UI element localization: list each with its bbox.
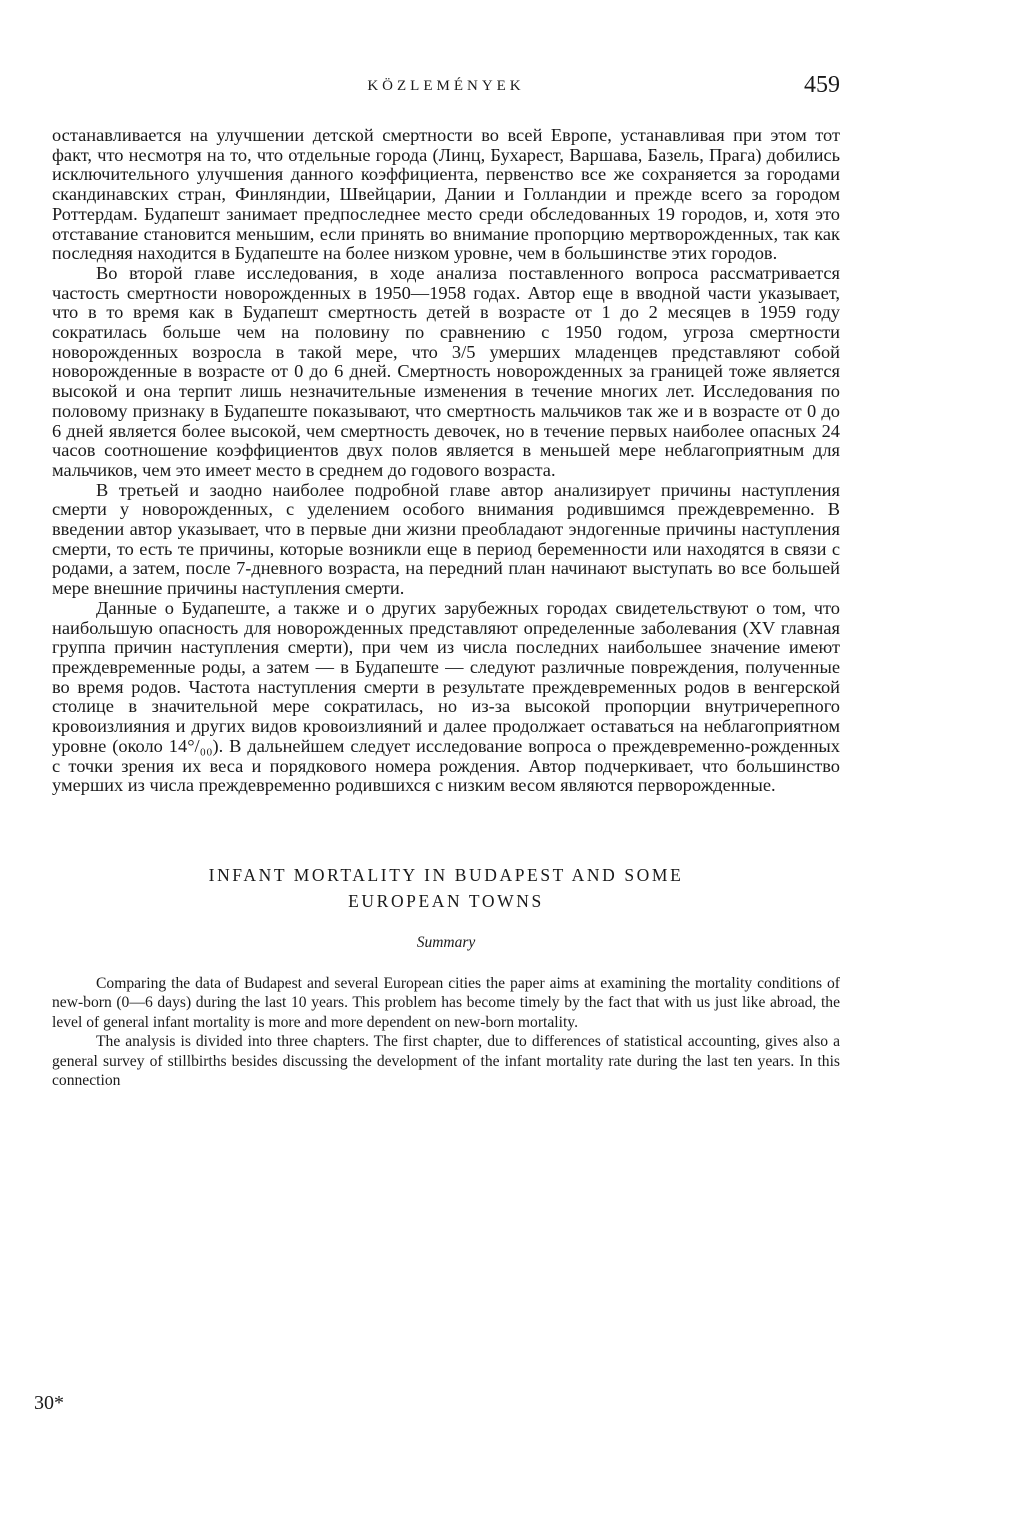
page-number: 459 xyxy=(804,72,840,98)
paragraph: В третьей и заодно наиболее подробной главе автор анализирует причины наступления смерти у новорожденных, с уделением особого внимания родившимся преждевременно. В введении автор указывает, что в первые дни жизни преобладают эндогенные причины наступления смерти, то есть те причины, которые возникли еще в период беременности или находятся в связи с родами, а затем, после 7-дневного возраста, на передний план начинают выступать во все большей мере внешние причины наступления смерти. xyxy=(52,479,840,599)
paragraph: Comparing the data of Budapest and several European cities the paper aims at examining the mortality conditions of new-born (0—6 days) during the last 10 years. This problem has become timely by the fact that with us just like abroad, the level of general infant mortality is more and more dependent on new-born mortality. xyxy=(52,974,840,1031)
summary-title-line: INFANT MORTALITY IN BUDAPEST AND SOME xyxy=(208,864,684,885)
paragraph: The analysis is divided into three chapters. The first chapter, due to differences of statistical accounting, gives also a general survey of stillbirths besides discussing the development of the infant mortality rate during the last ten years. In this connection xyxy=(52,1033,840,1090)
paragraph: Данные о Будапеште, а также и о других зарубежных городах свидетельствуют о том, что наибольшую опасность для новорожденных представляют определенные заболевания (XV главная группа причин наступления смерти), при чем из числа последних наибольшее значение имеют преждевременные роды, а затем — в Будапеште — следуют различные повреждения, полученные во время родов. Частота наступления смерти в результате преждевременных родов в венгерской столице в значительной мере сократилась, но из-за высокой пропорции внутричерепного кровоизлияния и других видов кровоизлияний и далее продолжает оставаться на неблагоприятном уровне (около 14°/₀₀). В дальнейшем следует исследование вопроса о преждевременно-рожденных с точки зрения их веса и порядкового номера рождения. Автор подчеркивает, что большинство умерших из числа преждевременно родившихся с низким весом являются перворожденные. xyxy=(52,597,840,796)
summary-title xyxy=(136,862,756,914)
paragraph: Во второй главе исследования, в ходе анализа поставленного вопроса рассматривается частость смертности новорожденных в 1950—1958 годах. Автор еще в вводной части указывает, что в то время как в Будапешт смертность детей в возрасте от 1 до 2 месяцев в 1959 году сократилась больше чем на половину по сравнению с 1950 годом, угроза смертности новорожденных возросла в такой мере, что 3/5 умерших младенцев представляют собой новорожденные в возрасте от 0 до 6 дней. Смертность новорожденных за границей тоже является высокой и она терпит лишь незначительные изменения в течение многих лет. Исследования по половому признаку в Будапеште показывают, что смертность мальчиков так же и в возрасте от 0 до 6 дней является более высокой, чем смертность девочек, но в течение первых наиболее опасных 24 часов соотношение коэффициентов двух полов является в меньшей мере неблагоприятным для мальчиков, чем это имеет место в среднем до годового возраста. xyxy=(52,262,840,480)
summary-text xyxy=(52,974,840,1091)
summary-section xyxy=(52,862,840,1091)
summary-heading: Summary xyxy=(416,933,476,951)
russian-text xyxy=(52,126,840,796)
signature-mark: 30* xyxy=(34,1392,64,1414)
summary-title-line: EUROPEAN TOWNS xyxy=(348,890,544,911)
page-header xyxy=(52,72,840,108)
page xyxy=(52,72,840,1091)
running-head: KÖZLEMÉNYEK xyxy=(367,78,525,94)
paragraph: останавливается на улучшении детской смертности во всей Европе, устанавливая при этом тот факт, что несмотря на то, что отдельные города (Линц, Бухарест, Варшава, Базель, Прага) добились исключительного улучшения данного коэффициента, первенство все же сохраняется за городами скандинавских стран, Финляндии, Швейцарии, Дании и Голландии и прежде всего за городом Роттердам. Будапешт занимает предпоследнее место среди обследованных 19 городов, и, хотя это отставание становится меньшим, если принять во внимание пропорцию мертворожденных, так как последняя находится в Будапеште на более низком уровне, чем в большинстве этих городов. xyxy=(52,125,840,264)
